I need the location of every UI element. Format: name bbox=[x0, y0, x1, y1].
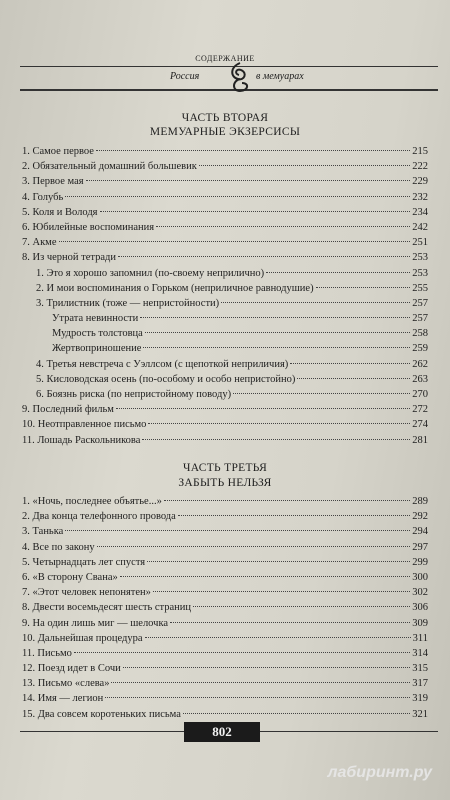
toc-entry bbox=[22, 387, 428, 402]
part3-toc bbox=[22, 494, 428, 722]
toc-entry-page: 251 bbox=[412, 237, 428, 249]
toc-leader-dots bbox=[140, 317, 410, 318]
toc-entry-page: 255 bbox=[412, 282, 428, 294]
part2-toc bbox=[22, 144, 428, 448]
toc-leader-dots bbox=[316, 287, 411, 288]
toc-entry bbox=[22, 235, 428, 250]
toc-entry bbox=[22, 433, 428, 448]
toc-entry bbox=[22, 205, 428, 220]
toc-entry-title: 14. Имя — легион bbox=[22, 693, 104, 705]
toc-entry-title: 15. Два совсем коротеньких письма bbox=[22, 708, 181, 720]
toc-entry bbox=[22, 357, 428, 372]
series-logo-icon bbox=[226, 61, 254, 93]
toc-leader-dots bbox=[183, 713, 410, 714]
toc-entry bbox=[22, 661, 428, 676]
toc-entry-title: Жертвоприношение bbox=[52, 343, 142, 355]
toc-entry-page: 319 bbox=[412, 693, 428, 705]
toc-leader-dots bbox=[65, 530, 410, 531]
toc-entry bbox=[22, 326, 428, 341]
toc-entry bbox=[22, 707, 428, 722]
toc-leader-dots bbox=[118, 256, 410, 257]
toc-entry-page: 297 bbox=[412, 541, 428, 553]
toc-entry-page: 315 bbox=[412, 663, 428, 675]
toc-entry-title: 8. Двести восемьдесят шесть страниц bbox=[22, 602, 192, 614]
toc-entry-title: 7. Акме bbox=[22, 237, 57, 249]
toc-leader-dots bbox=[164, 500, 410, 501]
toc-entry-title: 13. Письмо «слева» bbox=[22, 678, 110, 690]
toc-entry bbox=[22, 266, 428, 281]
toc-entry-page: 309 bbox=[412, 617, 428, 629]
toc-entry-title: 2. Обязательный домашний большевик bbox=[22, 161, 197, 173]
toc-leader-dots bbox=[100, 211, 411, 212]
toc-entry-page: 234 bbox=[412, 206, 428, 218]
toc-leader-dots bbox=[143, 347, 410, 348]
series-band bbox=[20, 66, 438, 91]
toc-entry bbox=[22, 570, 428, 585]
toc-entry-title: 3. Трилистник (тоже — непристойности) bbox=[36, 297, 220, 309]
toc-leader-dots bbox=[86, 180, 411, 181]
toc-leader-dots bbox=[120, 576, 411, 577]
toc-leader-dots bbox=[199, 165, 410, 166]
toc-entry-page: 253 bbox=[412, 267, 428, 279]
toc-leader-dots bbox=[145, 332, 410, 333]
toc-leader-dots bbox=[178, 515, 410, 516]
toc-entry bbox=[22, 402, 428, 417]
toc-entry-title: 5. Четырнадцать лет спустя bbox=[22, 556, 146, 568]
toc-leader-dots bbox=[147, 561, 410, 562]
toc-leader-dots bbox=[65, 196, 410, 197]
toc-entry-page: 257 bbox=[412, 313, 428, 325]
toc-leader-dots bbox=[116, 408, 410, 409]
toc-entry bbox=[22, 540, 428, 555]
toc-leader-dots bbox=[111, 682, 410, 683]
toc-entry-title: 3. Танька bbox=[22, 526, 64, 538]
toc-entry-page: 294 bbox=[412, 526, 428, 538]
toc-entry-title: Мудрость толстовца bbox=[52, 328, 143, 340]
toc-entry-page: 222 bbox=[412, 161, 428, 173]
toc-entry-page: 274 bbox=[412, 419, 428, 431]
toc-leader-dots bbox=[148, 423, 410, 424]
toc-entry-title: 9. Последний фильм bbox=[22, 404, 114, 416]
toc-entry-page: 300 bbox=[412, 571, 428, 583]
toc-entry-page: 311 bbox=[412, 632, 428, 644]
toc-leader-dots bbox=[74, 652, 410, 653]
running-header: СОДЕРЖАНИЕ bbox=[195, 54, 255, 63]
toc-leader-dots bbox=[59, 241, 411, 242]
toc-entry bbox=[22, 296, 428, 311]
part2-subtitle: МЕМУАРНЫЕ ЭКЗЕРСИСЫ bbox=[149, 126, 301, 138]
part3-subtitle: ЗАБЫТЬ НЕЛЬЗЯ bbox=[178, 477, 272, 489]
toc-entry-page: 262 bbox=[412, 358, 428, 370]
toc-entry-title: 4. Голубь bbox=[22, 191, 64, 203]
toc-entry-page: 281 bbox=[412, 434, 428, 446]
toc-entry bbox=[22, 494, 428, 509]
toc-entry-title: 6. Боязнь риска (по непристойному поводу) bbox=[36, 389, 232, 400]
toc-entry bbox=[22, 174, 428, 189]
part2-title: ЧАСТЬ ВТОРАЯ bbox=[181, 112, 269, 124]
toc-entry-page: 257 bbox=[412, 297, 428, 309]
toc-entry-page: 272 bbox=[412, 404, 428, 416]
toc-entry-page: 215 bbox=[412, 146, 428, 157]
toc-entry-page: 242 bbox=[412, 221, 428, 233]
series-name-right: в мемуарах bbox=[256, 71, 304, 82]
toc-entry-title: 11. Письмо bbox=[22, 647, 72, 659]
toc-leader-dots bbox=[233, 393, 410, 394]
toc-entry bbox=[22, 631, 428, 646]
toc-entry-page: 229 bbox=[412, 176, 428, 188]
toc-entry-title: Утрата невинности bbox=[52, 313, 139, 325]
toc-entry bbox=[22, 250, 428, 265]
toc-entry-title: 2. Два конца телефонного провода bbox=[22, 511, 176, 523]
toc-entry-title: 5. Коля и Володя bbox=[22, 206, 98, 218]
toc-entry-title: 7. «Этот человек непонятен» bbox=[22, 587, 151, 599]
toc-leader-dots bbox=[153, 591, 410, 592]
toc-entry bbox=[22, 691, 428, 706]
toc-entry bbox=[22, 616, 428, 631]
toc-entry-title: 3. Первое мая bbox=[22, 176, 84, 188]
toc-leader-dots bbox=[105, 697, 410, 698]
toc-entry-page: 253 bbox=[412, 252, 428, 264]
toc-leader-dots bbox=[170, 622, 410, 623]
toc-leader-dots bbox=[266, 272, 410, 273]
toc-entry-title: 4. Все по закону bbox=[22, 541, 95, 553]
toc-entry-title: 10. Дальнейшая процедура bbox=[22, 632, 143, 644]
toc-entry bbox=[22, 281, 428, 296]
toc-entry-title: 2. И мои воспоминания о Горьком (неприличное равнодушие) bbox=[36, 282, 314, 294]
toc-entry bbox=[22, 524, 428, 539]
toc-leader-dots bbox=[193, 606, 410, 607]
toc-leader-dots bbox=[123, 667, 411, 668]
toc-leader-dots bbox=[142, 439, 410, 440]
toc-entry-page: 258 bbox=[412, 328, 428, 340]
toc-leader-dots bbox=[97, 546, 411, 547]
toc-entry-title: 4. Третья невстреча с Уэллсом (с щепоткой неприличия) bbox=[36, 358, 289, 370]
toc-leader-dots bbox=[290, 363, 410, 364]
toc-entry bbox=[22, 159, 428, 174]
series-name-left: Россия bbox=[170, 71, 200, 82]
toc-entry-page: 302 bbox=[412, 587, 428, 599]
toc-entry-page: 292 bbox=[412, 511, 428, 523]
toc-entry-title: 1. «Ночь, последнее объятье...» bbox=[22, 496, 162, 507]
toc-entry bbox=[22, 190, 428, 205]
toc-entry-title: 5. Кисловодская осень (по-особому и особо непристойно) bbox=[36, 373, 296, 385]
toc-entry-title: 12. Поезд идет в Сочи bbox=[22, 663, 121, 675]
part3-title: ЧАСТЬ ТРЕТЬЯ bbox=[182, 462, 268, 474]
toc-entry-title: 10. Неотправленное письмо bbox=[22, 419, 147, 431]
toc-entry-title: 1. Это я хорошо запомнил (по-своему неприлично) bbox=[36, 267, 265, 279]
toc-entry-title: 8. Из черной тетради bbox=[22, 252, 116, 264]
toc-entry bbox=[22, 144, 428, 159]
toc-entry-page: 306 bbox=[412, 602, 428, 614]
toc-entry bbox=[22, 372, 428, 387]
toc-entry bbox=[22, 676, 428, 691]
toc-entry-page: 289 bbox=[412, 496, 428, 507]
toc-entry bbox=[22, 417, 428, 432]
toc-entry bbox=[22, 600, 428, 615]
toc-entry bbox=[22, 311, 428, 326]
toc-entry-title: 9. На один лишь миг — шелочка bbox=[22, 617, 169, 629]
toc-entry-page: 259 bbox=[412, 343, 428, 355]
toc-entry bbox=[22, 509, 428, 524]
toc-entry-page: 317 bbox=[412, 678, 428, 690]
toc-entry-title: 6. «В сторону Свана» bbox=[22, 571, 118, 583]
toc-entry-title: 1. Самое первое bbox=[22, 146, 94, 157]
toc-entry-page: 263 bbox=[412, 373, 428, 385]
toc-leader-dots bbox=[221, 302, 410, 303]
toc-entry-title: 11. Лошадь Раскольникова bbox=[22, 434, 141, 446]
toc-entry-page: 314 bbox=[412, 647, 428, 659]
toc-entry bbox=[22, 220, 428, 235]
toc-leader-dots bbox=[96, 150, 410, 151]
toc-entry bbox=[22, 555, 428, 570]
watermark-logo: лабиринт.ру bbox=[327, 764, 432, 781]
toc-entry-title: 6. Юбилейные воспоминания bbox=[22, 221, 155, 233]
toc-entry-page: 321 bbox=[412, 708, 428, 720]
toc-leader-dots bbox=[297, 378, 410, 379]
toc-entry-page: 299 bbox=[412, 556, 428, 568]
toc-entry bbox=[22, 585, 428, 600]
toc-entry-page: 270 bbox=[412, 389, 428, 400]
toc-leader-dots bbox=[156, 226, 410, 227]
page-number: 802 bbox=[184, 722, 260, 742]
toc-entry bbox=[22, 341, 428, 356]
toc-entry-page: 232 bbox=[412, 191, 428, 203]
toc-leader-dots bbox=[145, 637, 411, 638]
toc-entry bbox=[22, 646, 428, 661]
